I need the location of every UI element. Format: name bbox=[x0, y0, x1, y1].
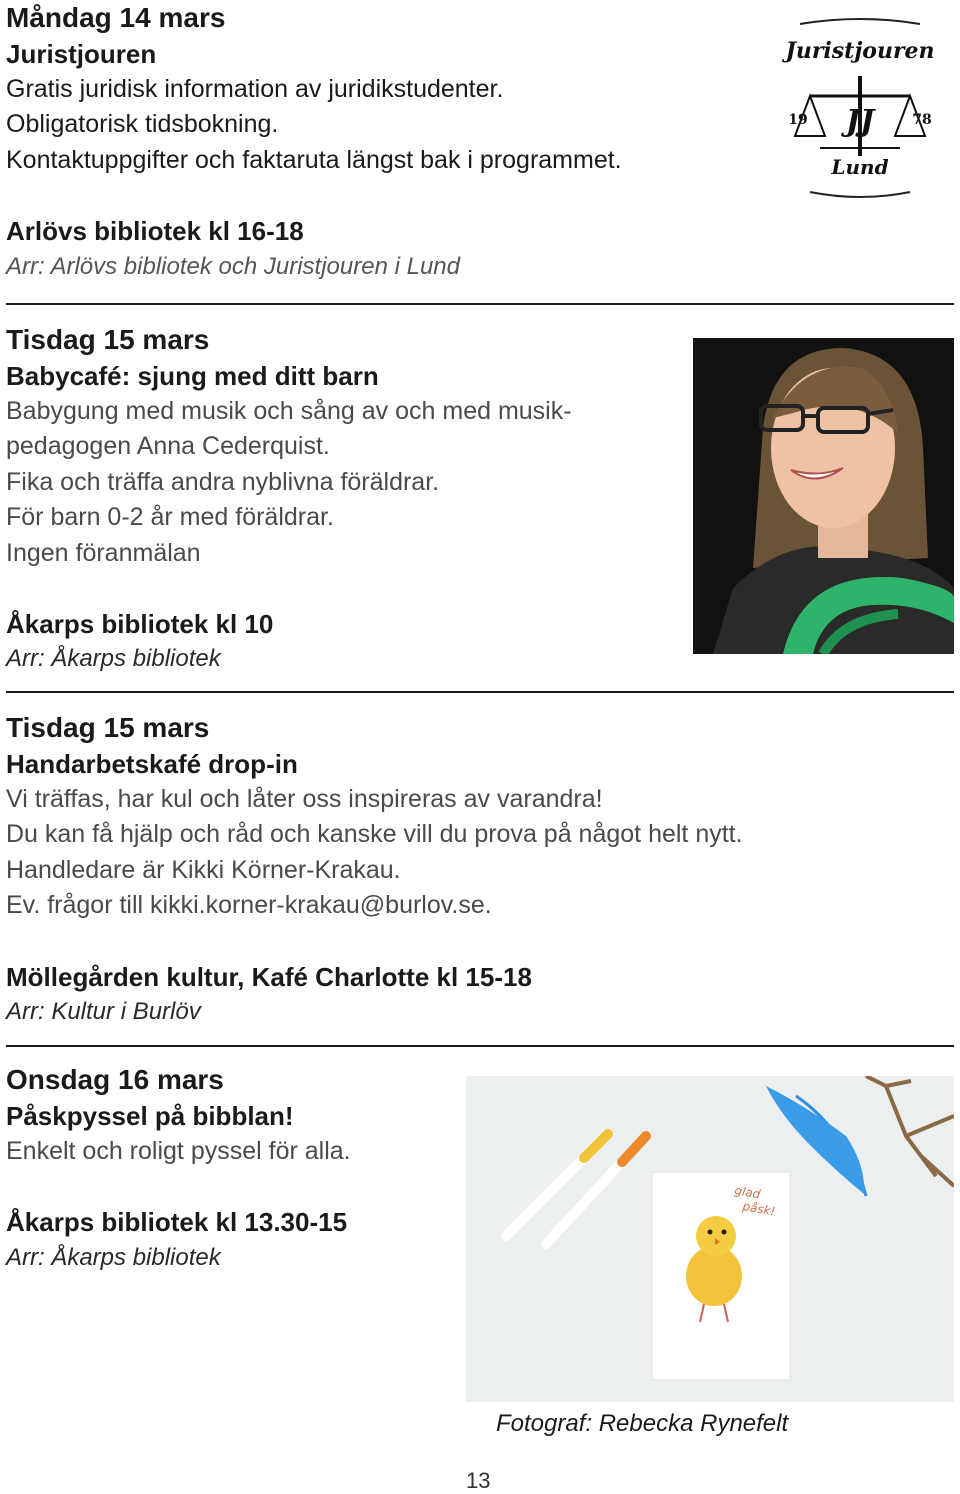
event-title: Handarbetskafé drop-in bbox=[6, 749, 298, 779]
logo-mark-text: JJ bbox=[845, 104, 875, 139]
event-description-line: Ev. frågor till kikki.korner-krakau@burlov.se. bbox=[6, 891, 492, 919]
event-location: Åkarps bibliotek kl 13.30-15 bbox=[6, 1207, 348, 1237]
section-divider bbox=[6, 1045, 954, 1047]
event-location: Åkarps bibliotek kl 10 bbox=[6, 609, 274, 639]
event-arranger: Arr: Arlövs bibliotek och Juristjouren i Lund bbox=[6, 253, 460, 280]
photo-credit: Fotograf: Rebecka Rynefelt bbox=[496, 1410, 789, 1437]
juristjouren-logo bbox=[770, 6, 950, 206]
event-description-line: pedagogen Anna Cederquist. bbox=[6, 432, 330, 460]
event-description-line: Babygung med musik och sång av och med musik- bbox=[6, 397, 572, 425]
event-day-heading: Tisdag 15 mars bbox=[6, 712, 210, 743]
section-divider bbox=[6, 303, 954, 305]
card-text: glad bbox=[733, 1183, 762, 1202]
event-title: Påskpyssel på bibblan! bbox=[6, 1101, 294, 1131]
event-location: Arlövs bibliotek kl 16-18 bbox=[6, 216, 304, 246]
section-divider bbox=[6, 691, 954, 693]
logo-year-right: 78 bbox=[912, 112, 932, 128]
event-description-line: För barn 0-2 år med föräldrar. bbox=[6, 503, 334, 531]
event-arranger: Arr: Åkarps bibliotek bbox=[6, 1244, 221, 1271]
logo-year-left: 19 bbox=[788, 112, 808, 128]
event-arranger: Arr: Kultur i Burlöv bbox=[6, 998, 201, 1025]
easter-craft-photo bbox=[466, 1076, 954, 1402]
event-description-line: Du kan få hjälp och råd och kanske vill du prova på något helt nytt. bbox=[6, 820, 743, 848]
portrait-photo bbox=[693, 338, 954, 654]
event-description-line: Kontaktuppgifter och faktaruta längst bak i programmet. bbox=[6, 146, 622, 174]
event-description-line: Ingen föranmälan bbox=[6, 539, 201, 567]
event-description-line: Vi träffas, har kul och låter oss inspireras av varandra! bbox=[6, 785, 603, 813]
event-arranger: Arr: Åkarps bibliotek bbox=[6, 645, 221, 672]
event-description-line: Fika och träffa andra nyblivna föräldrar. bbox=[6, 468, 440, 496]
page-number: 13 bbox=[466, 1468, 491, 1493]
logo-city-text: Lund bbox=[831, 155, 889, 179]
event-location: Möllegården kultur, Kafé Charlotte kl 15-18 bbox=[6, 962, 532, 992]
card-text: påsk! bbox=[741, 1199, 777, 1219]
event-description-line: Obligatorisk tidsbokning. bbox=[6, 110, 279, 138]
event-description-line: Handledare är Kikki Körner-Krakau. bbox=[6, 856, 401, 884]
event-title: Babycafé: sjung med ditt barn bbox=[6, 361, 379, 391]
event-day-heading: Tisdag 15 mars bbox=[6, 324, 210, 355]
event-title: Juristjouren bbox=[6, 39, 157, 69]
event-day-heading: Måndag 14 mars bbox=[6, 2, 226, 33]
event-description-line: Gratis juridisk information av juridikstudenter. bbox=[6, 75, 504, 103]
event-description-line: Enkelt och roligt pyssel för alla. bbox=[6, 1137, 351, 1165]
event-day-heading: Onsdag 16 mars bbox=[6, 1064, 224, 1095]
logo-name-text: Juristjouren bbox=[785, 38, 935, 64]
